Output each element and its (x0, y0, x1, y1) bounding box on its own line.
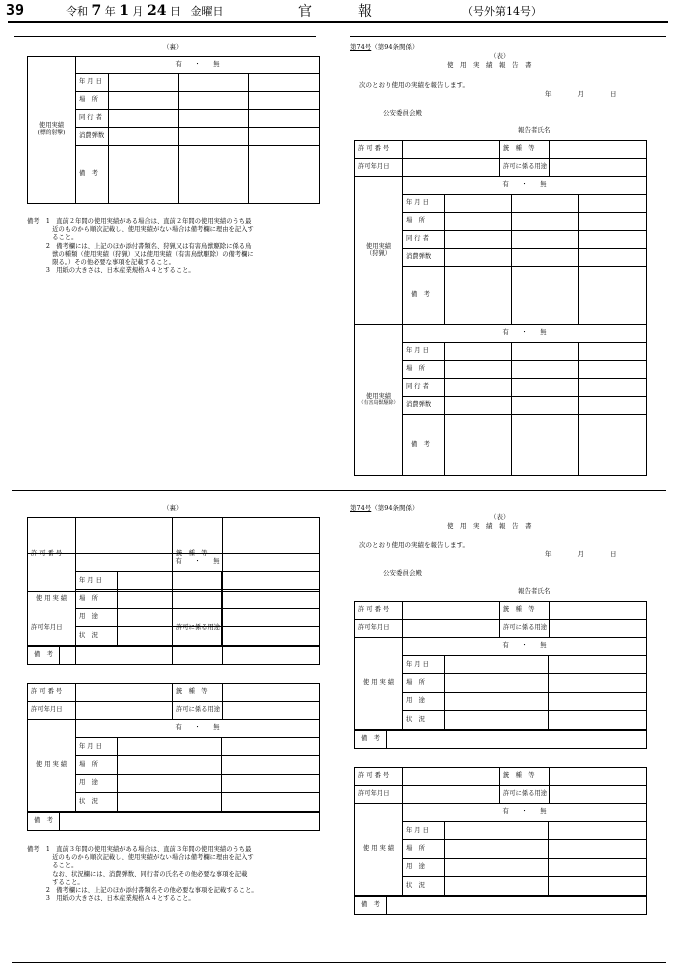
entry-cell[interactable] (109, 128, 179, 146)
entry-cell[interactable] (579, 231, 647, 249)
row-label-status: 状 況 (403, 876, 445, 895)
usage-section-label: 使 用 実 績 (355, 638, 403, 730)
report-title: 使 用 実 績 報 告 書 (447, 61, 532, 69)
note-line: 獣の種類（使用実績（狩猟）又は使用実績（有害鳥獣駆除）の備考欄に (27, 250, 254, 258)
permit-info-table (354, 140, 647, 177)
entry-cell[interactable] (549, 858, 647, 876)
intro-text: 次のとおり使用の実績を報告します。 (359, 541, 469, 549)
permit-date-field[interactable] (403, 786, 500, 804)
reporter-name-label: 報告者氏名 (518, 126, 551, 134)
entry-cell[interactable] (445, 674, 549, 692)
entry-cell[interactable] (579, 267, 647, 325)
row-label-remarks: 備 考 (76, 146, 109, 204)
era: 令和 (66, 5, 88, 18)
back-heading: （裏） (163, 504, 183, 512)
entry-cell[interactable] (118, 774, 222, 792)
entry-cell[interactable] (222, 756, 320, 774)
top-section-rule-right (350, 36, 666, 37)
entry-cell[interactable] (249, 92, 320, 110)
row-label-rounds: 消費弾数 (403, 397, 445, 415)
weekday: 金曜日 (190, 5, 224, 18)
remarks-row-2 (27, 812, 320, 831)
note-line: ること。 (27, 862, 78, 870)
entry-cell[interactable] (549, 674, 647, 692)
month: 1 (119, 3, 129, 19)
entry-cell[interactable] (249, 146, 320, 204)
permit-number-label: 許 可 番 号 (28, 684, 76, 702)
entry-cell[interactable] (549, 692, 647, 710)
presence-cell[interactable]: 有 ・ 無 (403, 638, 647, 656)
purpose-label: 許可に係る用途 (500, 159, 550, 177)
entry-cell[interactable] (579, 213, 647, 231)
notes (27, 218, 254, 275)
entry-cell[interactable] (445, 249, 512, 267)
remarks-label: 備 考 (355, 731, 387, 749)
entry-cell[interactable] (249, 74, 320, 92)
entry-cell[interactable] (445, 858, 549, 876)
permit-number-label: 許 可 番 号 (28, 518, 76, 592)
form-number: 第74号 (350, 504, 372, 512)
row-label-date: 年 月 日 (76, 738, 118, 756)
entry-cell[interactable] (118, 792, 222, 811)
purpose-field[interactable] (550, 159, 647, 177)
entry-cell[interactable] (445, 397, 512, 415)
gun-type-label: 銃 種 等 (173, 518, 223, 592)
note-line: 2 備考欄には、上記のほか添付書類名その他必要な事項を記載すること。 (27, 887, 258, 895)
row-label-place: 場 所 (403, 361, 445, 379)
row-label-date: 年 月 日 (403, 822, 445, 840)
purpose-label: 許可に係る用途 (500, 786, 550, 804)
entry-cell[interactable] (579, 249, 647, 267)
row-label-rounds: 消費弾数 (76, 128, 109, 146)
gun-type-field[interactable] (550, 602, 647, 620)
entry-cell[interactable] (579, 397, 647, 415)
top-section-rule (14, 36, 316, 37)
intro-text: 次のとおり使用の実績を報告します。 (359, 81, 469, 89)
usage-record-table-2 (27, 719, 320, 812)
entry-cell[interactable] (579, 379, 647, 397)
entry-cell[interactable] (512, 415, 579, 476)
entry-cell[interactable] (109, 92, 179, 110)
usage-section-label: 使 用 実 績 (28, 720, 76, 812)
note-line: すること。 (27, 878, 84, 886)
entry-cell[interactable] (109, 146, 179, 204)
note-line: ること。 (27, 234, 78, 242)
row-label-place: 場 所 (403, 840, 445, 858)
middle-divider (12, 490, 666, 491)
purpose-label: 許可に係る用途 (500, 620, 550, 638)
row-label-remarks: 備 考 (403, 415, 445, 476)
row-label-status: 状 況 (76, 626, 118, 645)
gun-type-label: 銃 種 等 (500, 141, 550, 159)
entry-cell[interactable] (549, 656, 647, 674)
presence-cell[interactable]: 有 ・ 無 (403, 804, 647, 822)
record-block-2 (27, 683, 320, 720)
presence-cell[interactable]: 有 ・ 無 (76, 554, 320, 572)
usage-record-table-2 (354, 803, 647, 896)
note-line: なお、状況欄には、消費弾数、同行者の氏名その他必要な事項を記載 (27, 870, 248, 878)
note-line: 近のものから順次記載し、使用実績がない場合は備考欄に理由を記入す (27, 226, 254, 234)
entry-cell[interactable] (512, 231, 579, 249)
permit-date-label: 許可年月日 (28, 591, 76, 665)
permit-number-field[interactable] (76, 684, 173, 702)
note-line: 備考 1 直前２年間の使用実績がある場合は、直前２年間の使用実績のうち最 (27, 218, 252, 225)
entry-cell[interactable] (445, 692, 549, 710)
entry-cell[interactable] (445, 267, 512, 325)
entry-cell[interactable] (549, 876, 647, 895)
entry-cell[interactable] (109, 110, 179, 128)
gazette-title-2: 報 (358, 4, 372, 20)
entry-cell[interactable] (445, 876, 549, 895)
row-label-place: 場 所 (76, 590, 118, 608)
row-label-use: 用 途 (76, 608, 118, 626)
gun-type-field[interactable] (550, 768, 647, 786)
entry-cell[interactable] (222, 572, 320, 590)
entry-cell[interactable] (445, 415, 512, 476)
usage-record-table-1 (354, 637, 647, 730)
row-label-place: 場 所 (403, 213, 445, 231)
form-reference: （第94条関係） (371, 504, 419, 512)
permit-date-label: 許可年月日 (355, 620, 403, 638)
entry-cell[interactable] (445, 379, 512, 397)
entry-cell[interactable] (445, 822, 549, 840)
presence-cell[interactable]: 有 ・ 無 (76, 57, 320, 74)
entry-cell[interactable] (549, 822, 647, 840)
purpose-label: 許可に係る用途 (173, 702, 223, 720)
entry-cell[interactable] (579, 195, 647, 213)
note-line: 限る。）その他必要な事項を記載すること。 (27, 259, 175, 267)
gun-type-label: 銃 種 等 (500, 768, 550, 786)
row-label-use: 用 途 (76, 774, 118, 792)
gun-type-label: 銃 種 等 (173, 684, 223, 702)
remarks-field[interactable] (60, 813, 320, 831)
permit-date-label: 許可年月日 (355, 786, 403, 804)
presence-cell[interactable]: 有 ・ 無 (403, 177, 647, 195)
entry-cell[interactable] (445, 710, 549, 729)
entry-cell[interactable] (179, 92, 249, 110)
entry-cell[interactable] (579, 343, 647, 361)
row-label-date: 年 月 日 (403, 656, 445, 674)
entry-cell[interactable] (118, 626, 222, 645)
row-label-date: 年 月 日 (403, 195, 445, 213)
note-line: 2 備考欄には、上記のほか添付書類名、狩猟又は有害鳥獣駆除に係る鳥 (27, 242, 252, 250)
entry-cell[interactable] (445, 195, 512, 213)
entry-cell[interactable] (118, 756, 222, 774)
entry-cell[interactable] (222, 608, 320, 626)
entry-cell[interactable] (179, 74, 249, 92)
addressee: 公安委員会殿 (383, 569, 422, 577)
row-label-remarks: 備 考 (403, 267, 445, 325)
entry-cell[interactable] (445, 656, 549, 674)
month-unit: 月 (132, 5, 144, 18)
usage-section-label: 使 用 実 績 (28, 554, 76, 646)
row-label-use: 用 途 (403, 858, 445, 876)
permit-number-field[interactable] (403, 768, 500, 786)
issue-number: （号外第14号） (462, 5, 542, 18)
row-label-status: 状 況 (403, 710, 445, 729)
entry-cell[interactable] (445, 213, 512, 231)
entry-cell[interactable] (222, 626, 320, 645)
page-number: 39 (6, 1, 25, 19)
row-label-companion: 同 行 者 (403, 379, 445, 397)
remarks-field[interactable] (60, 647, 320, 665)
form-reference: （第94条関係） (371, 43, 419, 51)
remarks-field[interactable] (387, 731, 647, 749)
entry-cell[interactable] (512, 195, 579, 213)
entry-cell[interactable] (512, 267, 579, 325)
notes (27, 846, 258, 903)
entry-cell[interactable] (222, 590, 320, 608)
form-number-line (350, 44, 419, 51)
entry-cell[interactable] (512, 213, 579, 231)
row-label-place: 場 所 (403, 674, 445, 692)
remarks-row-1 (27, 646, 320, 665)
entry-cell[interactable] (512, 379, 579, 397)
entry-cell[interactable] (249, 110, 320, 128)
note-line: 近のものから順次記載し、使用実績がない場合は備考欄に理由を記入す (27, 854, 254, 862)
permit-number-label: 許 可 番 号 (355, 768, 403, 786)
entry-cell[interactable] (222, 792, 320, 811)
entry-cell[interactable] (118, 590, 222, 608)
hunting-section-label: 使用実績 （狩猟） (355, 177, 403, 325)
date-line: 年 月 日 (545, 90, 617, 98)
back-heading: （裏） (163, 43, 183, 51)
entry-cell[interactable] (222, 774, 320, 792)
entry-cell[interactable] (549, 710, 647, 729)
entry-cell[interactable] (118, 738, 222, 756)
date-line: 年 月 日 (545, 550, 617, 558)
front-heading: （表） (490, 52, 510, 60)
year-unit: 年 (104, 5, 116, 18)
permit-date-field[interactable] (403, 159, 500, 177)
usage-record-table-1 (27, 553, 320, 646)
record-block-1 (354, 601, 647, 638)
presence-cell[interactable]: 有 ・ 無 (76, 720, 320, 738)
row-label-use: 用 途 (403, 692, 445, 710)
entry-cell[interactable] (512, 343, 579, 361)
purpose-field[interactable] (223, 702, 320, 720)
bottom-rule (12, 962, 666, 963)
addressee: 公安委員会殿 (383, 109, 422, 117)
entry-cell[interactable] (549, 840, 647, 858)
row-label-place: 場 所 (76, 756, 118, 774)
row-label-rounds: 消費弾数 (403, 249, 445, 267)
row-label-date: 年 月 日 (403, 343, 445, 361)
note-line: 3 用紙の大きさは、日本産業規格Ａ４とすること。 (27, 267, 195, 275)
row-label-companion: 同 行 者 (76, 110, 109, 128)
permit-number-label: 許 可 番 号 (355, 602, 403, 620)
entry-cell[interactable] (445, 840, 549, 858)
note-line: 3 用紙の大きさは、日本産業規格Ａ４とすること。 (27, 895, 195, 903)
presence-cell[interactable]: 有 ・ 無 (403, 325, 647, 343)
row-label-date: 年 月 日 (76, 572, 118, 590)
form-number-line (350, 505, 419, 512)
form-number: 第74号 (350, 43, 372, 51)
remarks-row-1 (354, 730, 647, 749)
entry-cell[interactable] (579, 415, 647, 476)
entry-cell[interactable] (512, 397, 579, 415)
entry-cell[interactable] (512, 361, 579, 379)
usage-record-table (27, 56, 320, 204)
entry-cell[interactable] (445, 361, 512, 379)
gazette-title-1: 官 (298, 4, 312, 20)
row-label-date: 年 月 日 (76, 74, 109, 92)
section-label: 使用実績 (標的射撃) (28, 57, 76, 204)
gun-type-field[interactable] (223, 684, 320, 702)
entry-cell[interactable] (512, 249, 579, 267)
permit-number-field[interactable] (403, 141, 500, 159)
note-line: 備考 1 直前３年間の使用実績がある場合は、直前３年間の使用実績のうち最 (27, 846, 252, 853)
day-unit: 日 (169, 5, 181, 18)
entry-cell[interactable] (579, 361, 647, 379)
entry-cell[interactable] (109, 74, 179, 92)
year: 7 (91, 3, 102, 19)
gun-type-field[interactable] (550, 141, 647, 159)
gun-type-label: 銃 種 等 (500, 602, 550, 620)
issue-date (66, 3, 223, 19)
entry-cell[interactable] (118, 572, 222, 590)
permit-number-label: 許 可 番 号 (355, 141, 403, 159)
entry-cell[interactable] (118, 608, 222, 626)
remarks-label: 備 考 (28, 647, 60, 665)
permit-date-label: 許可年月日 (355, 159, 403, 177)
permit-number-field[interactable] (403, 602, 500, 620)
row-label-place: 場 所 (76, 92, 109, 110)
purpose-field[interactable] (550, 620, 647, 638)
row-label-companion: 同 行 者 (403, 231, 445, 249)
entry-cell[interactable] (445, 231, 512, 249)
front-heading: （表） (490, 513, 510, 521)
usage-section-label: 使 用 実 績 (355, 804, 403, 896)
pest-control-section-label: 使用実績 （有害鳥獣駆除） (355, 325, 403, 476)
permit-date-field[interactable] (403, 620, 500, 638)
remarks-field[interactable] (387, 897, 647, 915)
entry-cell[interactable] (222, 738, 320, 756)
day: 24 (147, 3, 167, 19)
entry-cell[interactable] (249, 128, 320, 146)
reporter-name-label: 報告者氏名 (518, 587, 551, 595)
entry-cell[interactable] (179, 146, 249, 204)
entry-cell[interactable] (445, 343, 512, 361)
entry-cell[interactable] (179, 128, 249, 146)
purpose-label: 許可に係る用途 (173, 591, 223, 665)
row-label-status: 状 況 (76, 792, 118, 811)
permit-date-label: 許可年月日 (28, 702, 76, 720)
remarks-label: 備 考 (28, 813, 60, 831)
record-block-2 (354, 767, 647, 804)
header-rule (8, 21, 668, 23)
pest-control-usage-table (354, 324, 647, 476)
report-title: 使 用 実 績 報 告 書 (447, 522, 532, 530)
remarks-row-2 (354, 896, 647, 915)
entry-cell[interactable] (179, 110, 249, 128)
purpose-field[interactable] (550, 786, 647, 804)
permit-date-field[interactable] (76, 702, 173, 720)
remarks-label: 備 考 (355, 897, 387, 915)
hunting-usage-table (354, 176, 647, 325)
